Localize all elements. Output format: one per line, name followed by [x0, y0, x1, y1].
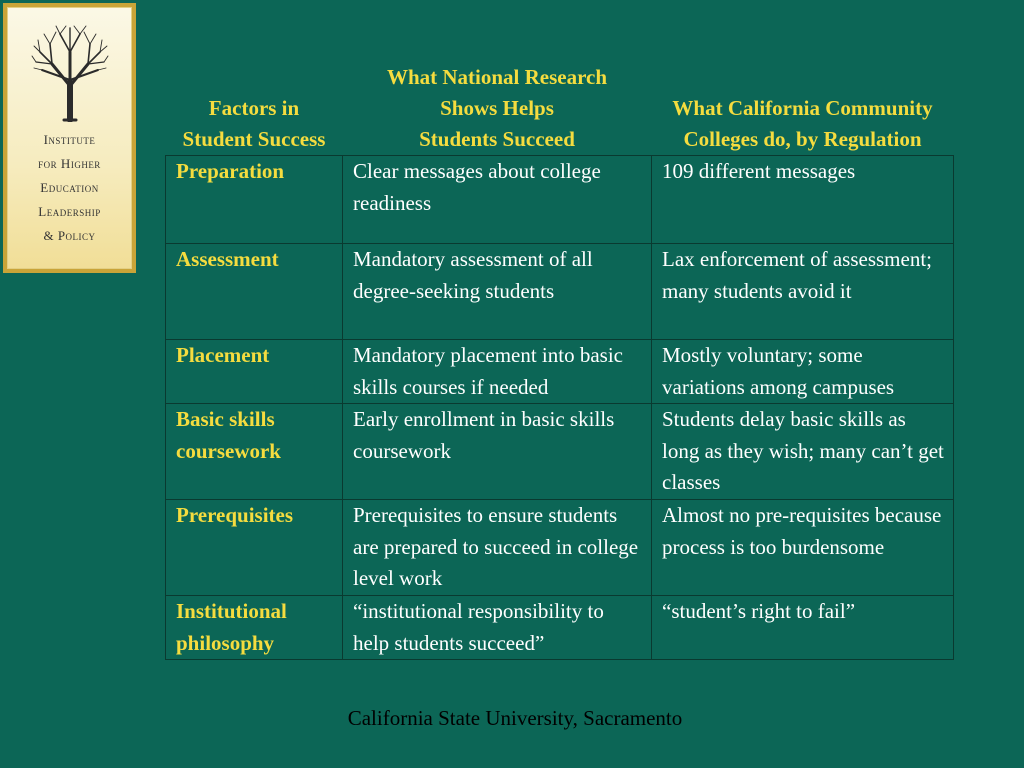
- header-california-line-2: Colleges do, by Regulation: [683, 127, 922, 151]
- comparison-table: [165, 62, 954, 660]
- table-row: [166, 500, 954, 596]
- california-cell: Students delay basic skills as long as they wish; many can’t get classes: [652, 404, 954, 500]
- research-cell: Mandatory assessment of all degree-seeking students: [343, 244, 652, 340]
- factor-cell: Preparation: [166, 156, 343, 244]
- research-cell: “institutional responsibility to help students succeed”: [343, 596, 652, 660]
- research-cell: Early enrollment in basic skills coursework: [343, 404, 652, 500]
- header-research-line-2: Shows Helps: [440, 96, 554, 120]
- logo-line-5: & Policy: [43, 228, 96, 243]
- header-factors-line-1: Factors in: [208, 96, 300, 120]
- header-research-line-1: What National Research: [386, 65, 608, 89]
- california-cell: 109 different messages: [652, 156, 954, 244]
- logo-line-2: for Higher: [38, 156, 101, 171]
- logo-wordmark: [38, 128, 101, 248]
- header-research-line-3: Students Succeed: [419, 127, 575, 151]
- research-cell: Mandatory placement into basic skills courses if needed: [343, 340, 652, 404]
- california-cell: Mostly voluntary; some variations among campuses: [652, 340, 954, 404]
- logo-line-4: Leadership: [38, 204, 101, 219]
- logo-line-3: Education: [40, 180, 99, 195]
- factor-cell: Basic skills coursework: [166, 404, 343, 500]
- factor-cell: Institutional philosophy: [166, 596, 343, 660]
- table-row: [166, 244, 954, 340]
- table-row: [166, 340, 954, 404]
- header-california-line-1: What California Community: [672, 96, 933, 120]
- logo-panel: [7, 7, 132, 269]
- table-header-row: [166, 62, 954, 156]
- california-cell: Lax enforcement of assessment; many students avoid it: [652, 244, 954, 340]
- factor-cell: Placement: [166, 340, 343, 404]
- footer-institution: California State University, Sacramento: [347, 706, 683, 730]
- header-factors-line-2: Student Success: [182, 127, 326, 151]
- header-california: [652, 62, 954, 156]
- tree-icon: [30, 22, 110, 122]
- table-row: [166, 596, 954, 660]
- table-row: [166, 404, 954, 500]
- research-cell: Prerequisites to ensure students are prepared to succeed in college level work: [343, 500, 652, 596]
- california-cell: Almost no pre-requisites because process is too burdensome: [652, 500, 954, 596]
- table-row: [166, 156, 954, 244]
- california-cell: “student’s right to fail”: [652, 596, 954, 660]
- header-factors: [166, 62, 343, 156]
- institute-logo: [3, 3, 136, 273]
- research-cell: Clear messages about college readiness: [343, 156, 652, 244]
- factor-cell: Assessment: [166, 244, 343, 340]
- logo-line-1: Institute: [43, 132, 96, 147]
- header-research: [343, 62, 652, 156]
- factor-cell: Prerequisites: [166, 500, 343, 596]
